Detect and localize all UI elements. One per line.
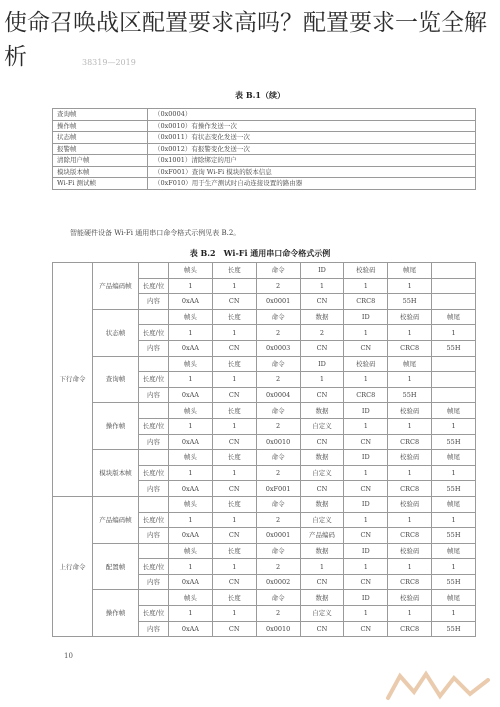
field-cell: CN [300, 294, 344, 310]
frame-type-cell: Wi-Fi 测试帧 [53, 178, 148, 190]
field-cell: 1 [300, 278, 344, 294]
field-cell: 2 [256, 559, 300, 575]
field-cell: 1 [212, 325, 256, 341]
field-cell: 命令 [256, 543, 300, 559]
field-cell: 55H [432, 574, 476, 590]
field-cell: CN [344, 528, 388, 544]
field-cell: 1 [169, 372, 213, 388]
frame-type-cell: 模块版本帧 [53, 166, 148, 178]
field-cell: CRC8 [388, 340, 432, 356]
table-b2 [52, 262, 476, 637]
field-cell: 1 [212, 512, 256, 528]
frame-desc-cell: （0x0012）有报警变化发送一次 [148, 143, 476, 155]
field-cell: 帧尾 [432, 309, 476, 325]
field-cell: 校验码 [388, 450, 432, 466]
field-cell: 2 [256, 325, 300, 341]
field-cell: 产品编码 [300, 528, 344, 544]
frame-name-cell: 操作帧 [93, 403, 139, 450]
field-cell: 校验码 [388, 590, 432, 606]
field-cell: 55H [388, 294, 432, 310]
field-cell: 1 [212, 606, 256, 622]
field-cell: 长度 [212, 496, 256, 512]
frame-name-cell: 查询帧 [93, 356, 139, 403]
field-cell: CN [344, 481, 388, 497]
field-cell: 1 [344, 465, 388, 481]
field-cell: 1 [344, 559, 388, 575]
row-label-cell: 内容 [139, 621, 169, 637]
field-cell: 命令 [256, 450, 300, 466]
table-row [53, 132, 476, 144]
row-label-cell: 长度/位 [139, 465, 169, 481]
field-cell: 命令 [256, 590, 300, 606]
field-cell: 1 [432, 559, 476, 575]
field-cell: 校验码 [388, 403, 432, 419]
field-cell: 0xAA [169, 340, 213, 356]
row-label-cell: 内容 [139, 481, 169, 497]
frame-name-cell: 配置帧 [93, 543, 139, 590]
field-cell: 数据 [300, 543, 344, 559]
field-cell: 帧头 [169, 590, 213, 606]
table-row [53, 263, 476, 279]
field-cell: 1 [344, 278, 388, 294]
table-row [53, 403, 476, 419]
field-cell: ID [344, 543, 388, 559]
row-label-cell [139, 496, 169, 512]
field-cell: 55H [388, 387, 432, 403]
field-cell [432, 263, 476, 279]
field-cell: CRC8 [388, 434, 432, 450]
field-cell: 1 [432, 606, 476, 622]
table-row [53, 178, 476, 190]
table-row [53, 143, 476, 155]
field-cell: 55H [432, 528, 476, 544]
field-cell: 1 [388, 606, 432, 622]
field-cell: 55H [432, 481, 476, 497]
field-cell: 55H [432, 434, 476, 450]
field-cell: 1 [388, 418, 432, 434]
field-cell: 1 [169, 512, 213, 528]
field-cell: 1 [432, 512, 476, 528]
field-cell: 1 [432, 465, 476, 481]
field-cell: 0xF001 [256, 481, 300, 497]
field-cell: 命令 [256, 263, 300, 279]
field-cell: 命令 [256, 309, 300, 325]
field-cell: ID [344, 450, 388, 466]
watermark-logo-icon [380, 668, 496, 704]
frame-name-cell: 操作帧 [93, 590, 139, 637]
field-cell: 0xAA [169, 294, 213, 310]
frame-desc-cell: （0x0004） [148, 109, 476, 121]
row-label-cell [139, 309, 169, 325]
row-label-cell: 内容 [139, 528, 169, 544]
field-cell [432, 372, 476, 388]
field-cell: 0x0001 [256, 294, 300, 310]
field-cell: CN [212, 340, 256, 356]
field-cell: 数据 [300, 496, 344, 512]
field-cell: CN [300, 621, 344, 637]
field-cell: 长度 [212, 309, 256, 325]
table-row [53, 450, 476, 466]
field-cell: 1 [212, 278, 256, 294]
field-cell: 帧头 [169, 450, 213, 466]
field-cell: 0xAA [169, 481, 213, 497]
field-cell: 1 [169, 559, 213, 575]
field-cell: 0x0001 [256, 528, 300, 544]
row-label-cell [139, 356, 169, 372]
row-label-cell [139, 403, 169, 419]
field-cell: CN [212, 528, 256, 544]
field-cell: 1 [388, 278, 432, 294]
frame-name-cell: 状态帧 [93, 309, 139, 356]
table-row [53, 120, 476, 132]
field-cell: 帧头 [169, 403, 213, 419]
field-cell: 帧头 [169, 496, 213, 512]
row-label-cell: 长度/位 [139, 325, 169, 341]
field-cell: 数据 [300, 309, 344, 325]
field-cell: 1 [169, 606, 213, 622]
field-cell: CRC8 [388, 621, 432, 637]
field-cell: 1 [388, 512, 432, 528]
frame-type-cell: 清除用户帧 [53, 155, 148, 167]
field-cell: 2 [256, 278, 300, 294]
field-cell: 帧尾 [432, 450, 476, 466]
field-cell: 长度 [212, 263, 256, 279]
field-cell: CN [212, 434, 256, 450]
table-row [53, 109, 476, 121]
row-label-cell: 长度/位 [139, 278, 169, 294]
article-title: 使命召唤战区配置要求高吗？配置要求一览全解析 [4, 10, 487, 70]
field-cell: 0x0010 [256, 621, 300, 637]
frame-type-cell: 查询帧 [53, 109, 148, 121]
field-cell: 1 [388, 325, 432, 341]
field-cell: 自定义 [300, 606, 344, 622]
table-row [53, 496, 476, 512]
row-label-cell: 长度/位 [139, 512, 169, 528]
row-label-cell [139, 263, 169, 279]
field-cell: 校验码 [388, 496, 432, 512]
field-cell: 长度 [212, 403, 256, 419]
field-cell: 1 [300, 559, 344, 575]
frame-type-cell: 状态帧 [53, 132, 148, 144]
frame-name-cell: 模块版本帧 [93, 450, 139, 497]
field-cell: CN [300, 481, 344, 497]
field-cell: 1 [432, 418, 476, 434]
field-cell: 长度 [212, 356, 256, 372]
field-cell: 1 [212, 418, 256, 434]
row-label-cell: 内容 [139, 574, 169, 590]
frame-desc-cell: （0x1001）清除绑定的用户 [148, 155, 476, 167]
field-cell: CN [344, 434, 388, 450]
field-cell: 1 [169, 325, 213, 341]
field-cell: CRC8 [344, 294, 388, 310]
page-number: 10 [64, 652, 73, 660]
row-label-cell: 内容 [139, 387, 169, 403]
frame-type-cell: 操作帧 [53, 120, 148, 132]
field-cell: 55H [432, 621, 476, 637]
row-label-cell: 长度/位 [139, 559, 169, 575]
table-row [53, 155, 476, 167]
frame-type-cell: 报警帧 [53, 143, 148, 155]
table-row [53, 543, 476, 559]
field-cell: 0x0003 [256, 340, 300, 356]
field-cell: 1 [388, 559, 432, 575]
field-cell: 帧头 [169, 543, 213, 559]
field-cell: 1 [432, 325, 476, 341]
field-cell: 2 [300, 325, 344, 341]
table-note: 智能硬件设备 Wi-Fi 通用串口命令格式示例见表 B.2。 [70, 229, 241, 237]
field-cell: 2 [256, 606, 300, 622]
field-cell: 0xAA [169, 574, 213, 590]
field-cell: CRC8 [388, 528, 432, 544]
field-cell: 命令 [256, 403, 300, 419]
field-cell: 帧头 [169, 263, 213, 279]
field-cell: 1 [212, 465, 256, 481]
row-label-cell [139, 543, 169, 559]
row-label-cell: 内容 [139, 294, 169, 310]
field-cell: ID [344, 403, 388, 419]
field-cell: ID [344, 496, 388, 512]
row-label-cell: 长度/位 [139, 372, 169, 388]
field-cell: 帧头 [169, 356, 213, 372]
frame-desc-cell: （0x0011）有状态变化发送一次 [148, 132, 476, 144]
field-cell: 1 [169, 418, 213, 434]
field-cell: 帧尾 [432, 496, 476, 512]
field-cell: 0x0010 [256, 434, 300, 450]
field-cell: ID [344, 590, 388, 606]
field-cell: 1 [212, 559, 256, 575]
field-cell: CN [300, 340, 344, 356]
field-cell: CN [212, 621, 256, 637]
field-cell: 1 [212, 372, 256, 388]
field-cell: 帧尾 [432, 543, 476, 559]
field-cell: CRC8 [388, 481, 432, 497]
field-cell: 长度 [212, 543, 256, 559]
field-cell: 1 [169, 465, 213, 481]
row-label-cell: 内容 [139, 434, 169, 450]
field-cell: 0xAA [169, 434, 213, 450]
field-cell: 1 [344, 606, 388, 622]
field-cell: 1 [344, 372, 388, 388]
field-cell: 2 [256, 465, 300, 481]
field-cell: 长度 [212, 590, 256, 606]
field-cell: 0xAA [169, 387, 213, 403]
field-cell: 2 [256, 512, 300, 528]
frame-name-cell: 产品编码帧 [93, 263, 139, 310]
table-b2-caption: 表 B.2 Wi-Fi 通用串口命令格式示例 [189, 248, 331, 258]
table-b1-caption: 表 B.1（续） [235, 90, 285, 100]
field-cell: 0x0002 [256, 574, 300, 590]
table-row [53, 356, 476, 372]
frame-desc-cell: （0xF001）查询 Wi-Fi 模块的版本信息 [148, 166, 476, 178]
table-row [53, 309, 476, 325]
row-label-cell: 长度/位 [139, 606, 169, 622]
field-cell: CN [212, 481, 256, 497]
field-cell: CRC8 [388, 574, 432, 590]
table-row [53, 590, 476, 606]
field-cell: ID [344, 309, 388, 325]
field-cell: 0x0004 [256, 387, 300, 403]
field-cell: 自定义 [300, 512, 344, 528]
field-cell: CN [344, 621, 388, 637]
field-cell [432, 294, 476, 310]
field-cell: 帧尾 [432, 590, 476, 606]
field-cell [432, 278, 476, 294]
field-cell: 命令 [256, 496, 300, 512]
frame-name-cell: 产品编码帧 [93, 496, 139, 543]
field-cell: CN [344, 574, 388, 590]
field-cell: CN [212, 387, 256, 403]
row-label-cell [139, 590, 169, 606]
field-cell: 自定义 [300, 465, 344, 481]
row-label-cell: 长度/位 [139, 418, 169, 434]
field-cell: 校验码 [344, 356, 388, 372]
field-cell: 55H [432, 340, 476, 356]
field-cell: 校验码 [344, 263, 388, 279]
field-cell: 帧头 [169, 309, 213, 325]
field-cell: 数据 [300, 403, 344, 419]
standard-code: 38319—2019 [82, 58, 136, 67]
field-cell: 帧尾 [388, 356, 432, 372]
field-cell: 1 [388, 465, 432, 481]
field-cell: CN [300, 387, 344, 403]
field-cell [432, 387, 476, 403]
field-cell: 1 [388, 372, 432, 388]
field-cell: CN [212, 574, 256, 590]
field-cell: CN [300, 434, 344, 450]
field-cell: ID [300, 263, 344, 279]
table-row [53, 166, 476, 178]
field-cell: 长度 [212, 450, 256, 466]
field-cell: ID [300, 356, 344, 372]
field-cell: CN [212, 294, 256, 310]
field-cell: 2 [256, 418, 300, 434]
field-cell: 校验码 [388, 309, 432, 325]
scanned-page [40, 62, 480, 702]
field-cell: 帧尾 [388, 263, 432, 279]
field-cell: 2 [256, 372, 300, 388]
field-cell: CN [300, 574, 344, 590]
field-cell: 自定义 [300, 418, 344, 434]
command-group-cell: 下行命令 [53, 263, 93, 497]
field-cell: 1 [300, 372, 344, 388]
field-cell: 帧尾 [432, 403, 476, 419]
row-label-cell [139, 450, 169, 466]
field-cell [432, 356, 476, 372]
field-cell: 0xAA [169, 621, 213, 637]
field-cell: CRC8 [344, 387, 388, 403]
field-cell: 数据 [300, 450, 344, 466]
field-cell: 数据 [300, 590, 344, 606]
field-cell: 1 [344, 418, 388, 434]
command-group-cell: 上行命令 [53, 496, 93, 636]
table-b1 [52, 108, 476, 190]
field-cell: 1 [344, 325, 388, 341]
field-cell: CN [344, 340, 388, 356]
field-cell: 1 [169, 278, 213, 294]
field-cell: 校验码 [388, 543, 432, 559]
field-cell: 命令 [256, 356, 300, 372]
field-cell: 0xAA [169, 528, 213, 544]
frame-desc-cell: （0x0010）有操作发送一次 [148, 120, 476, 132]
row-label-cell: 内容 [139, 340, 169, 356]
field-cell: 1 [344, 512, 388, 528]
frame-desc-cell: （0xF010）用于生产测试时自动连接设置的路由器 [148, 178, 476, 190]
